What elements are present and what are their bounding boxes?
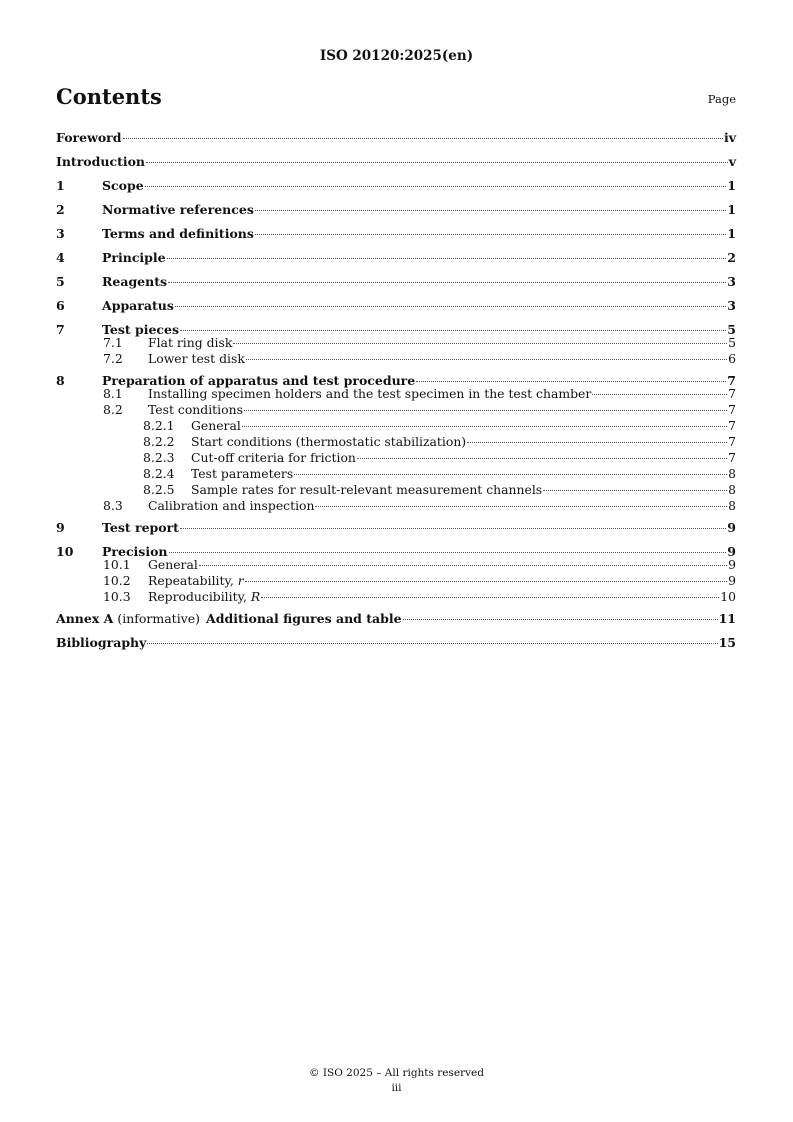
toc-entry-number: 6 — [56, 298, 65, 313]
toc-entry-title-text: Reproducibility, — [148, 589, 251, 604]
dot-leader — [233, 343, 727, 344]
dot-leader — [357, 458, 727, 459]
toc-entry-number: 10 — [56, 544, 74, 559]
dot-leader — [592, 394, 727, 395]
toc-entry-number: 7 — [56, 322, 65, 337]
toc-entry-title: Test pieces — [102, 322, 180, 337]
toc-entry-annex-a[interactable] — [56, 609, 736, 633]
toc-entry-number: 8 — [56, 373, 65, 388]
dot-leader — [168, 282, 726, 283]
toc-entry-title: Reagents — [102, 274, 168, 289]
dot-leader — [123, 138, 723, 139]
dot-leader — [145, 186, 727, 187]
toc-entry-number: 5 — [56, 274, 65, 289]
dot-leader — [146, 162, 728, 163]
toc-entry-10-2[interactable] — [56, 573, 736, 589]
toc-entry-8-2-5[interactable] — [56, 482, 736, 498]
toc-entry-title: Test conditions — [148, 402, 243, 417]
toc-entry-page: 8 — [728, 498, 736, 513]
toc-entry-number: 10.1 — [103, 557, 131, 572]
annex-label: Annex A — [56, 611, 114, 626]
toc-entry-number: 8.2.2 — [143, 434, 175, 449]
dot-leader — [255, 234, 726, 235]
toc-entry-page: iv — [723, 130, 736, 145]
dot-leader — [180, 330, 726, 331]
page-column-label: Page — [707, 92, 736, 106]
toc-entry-title: Start conditions (thermostatic stabilization) — [191, 434, 467, 449]
dot-leader — [180, 528, 726, 529]
toc-entry-4[interactable] — [56, 248, 736, 272]
toc-entry-title — [148, 589, 260, 605]
toc-entry-1[interactable] — [56, 176, 736, 200]
annex-type: (informative) — [113, 611, 201, 626]
toc-entry-10-3[interactable] — [56, 589, 736, 605]
copyright-notice: © ISO 2025 – All rights reserved — [309, 1067, 484, 1079]
toc-entry-title: General — [191, 418, 241, 433]
table-of-contents — [56, 128, 736, 657]
toc-entry-page: 7 — [728, 450, 736, 465]
toc-entry-8-2-2[interactable] — [56, 434, 736, 450]
dot-leader — [245, 581, 727, 582]
toc-entry-page: 5 — [728, 335, 736, 350]
toc-entry-title: Apparatus — [102, 298, 174, 313]
toc-entry-page: 7 — [727, 373, 736, 388]
toc-entry-page: 9 — [728, 573, 736, 588]
toc-entry-page: 1 — [727, 178, 736, 193]
toc-entry-number: 1 — [56, 178, 65, 193]
dot-leader — [175, 306, 726, 307]
toc-entry-page: 3 — [727, 298, 736, 313]
toc-entry-title — [148, 573, 244, 589]
toc-entry-2[interactable] — [56, 200, 736, 224]
document-header: ISO 20120:2025(en) — [319, 48, 474, 64]
toc-entry-title: Preparation of apparatus and test procedure — [102, 373, 416, 388]
toc-entry-title: Cut-off criteria for friction — [191, 450, 356, 465]
toc-entry-8-1[interactable] — [56, 386, 736, 402]
symbol-r: r — [237, 573, 244, 588]
toc-entry-9[interactable] — [56, 518, 736, 542]
toc-entry-number: 7.1 — [103, 335, 123, 350]
toc-entry-page: 3 — [727, 274, 736, 289]
dot-leader — [261, 597, 719, 598]
toc-entry-page: 7 — [728, 418, 736, 433]
dot-leader — [315, 506, 727, 507]
toc-entry-8-2-1[interactable] — [56, 418, 736, 434]
dot-leader — [416, 381, 726, 382]
page-footer — [0, 1066, 793, 1096]
toc-entry-title: Bibliography — [56, 635, 147, 650]
page-number: iii — [391, 1082, 402, 1094]
toc-entry-6[interactable] — [56, 296, 736, 320]
toc-entry-title: Precision — [102, 544, 168, 559]
dot-leader — [147, 643, 717, 644]
toc-entry-title: Normative references — [102, 202, 254, 217]
dot-leader — [403, 619, 718, 620]
toc-entry-page: 15 — [718, 635, 736, 650]
toc-entry-page: 1 — [727, 226, 736, 241]
toc-entry-page: 9 — [727, 520, 736, 535]
toc-entry-title: Principle — [102, 250, 166, 265]
dot-leader — [294, 474, 727, 475]
toc-entry-foreword[interactable] — [56, 128, 736, 152]
toc-entry-page: v — [728, 154, 736, 169]
dot-leader — [467, 442, 727, 443]
toc-entry-title: Test parameters — [191, 466, 294, 481]
dot-leader — [246, 359, 727, 360]
toc-entry-page: 2 — [727, 250, 736, 265]
toc-entry-number: 8.2.4 — [143, 466, 175, 481]
toc-entry-number: 9 — [56, 520, 65, 535]
toc-entry-8-2-3[interactable] — [56, 450, 736, 466]
toc-entry-page: 7 — [728, 434, 736, 449]
toc-entry-title: General — [148, 557, 198, 572]
dot-leader — [543, 490, 727, 491]
toc-entry-number: 8.3 — [103, 498, 123, 513]
toc-entry-title: Foreword — [56, 130, 122, 145]
toc-entry-page: 9 — [727, 544, 736, 559]
toc-entry-7-2[interactable] — [56, 351, 736, 367]
toc-entry-title: Calibration and inspection — [148, 498, 315, 513]
toc-entry-title: Flat ring disk — [148, 335, 233, 350]
contents-title: Contents — [56, 84, 162, 109]
toc-entry-title: Lower test disk — [148, 351, 245, 366]
toc-entry-title: Installing specimen holders and the test specimen in the test chamber — [148, 386, 592, 401]
toc-entry-page: 5 — [727, 322, 736, 337]
toc-entry-introduction[interactable] — [56, 152, 736, 176]
dot-leader — [167, 258, 727, 259]
dot-leader — [169, 552, 727, 553]
toc-entry-number: 8.2.1 — [143, 418, 175, 433]
toc-entry-8-2[interactable] — [56, 402, 736, 418]
toc-entry-number: 7.2 — [103, 351, 123, 366]
toc-entry-number: 8.2.3 — [143, 450, 175, 465]
toc-entry-number: 2 — [56, 202, 65, 217]
toc-entry-title-text: Repeatability, — [148, 573, 238, 588]
toc-entry-title: Scope — [102, 178, 144, 193]
toc-entry-number: 8.2 — [103, 402, 123, 417]
toc-entry-title: Sample rates for result-relevant measurement channels — [191, 482, 543, 497]
toc-entry-page: 6 — [728, 351, 736, 366]
toc-entry-page: 7 — [728, 386, 736, 401]
dot-leader — [255, 210, 726, 211]
toc-entry-bibliography[interactable] — [56, 633, 736, 657]
toc-entry-number: 3 — [56, 226, 65, 241]
toc-entry-title: Test report — [102, 520, 179, 535]
toc-entry-number: 4 — [56, 250, 65, 265]
toc-entry-page: 7 — [728, 402, 736, 417]
symbol-R: R — [250, 589, 261, 604]
toc-entry-3[interactable] — [56, 224, 736, 248]
toc-entry-page: 11 — [718, 611, 736, 626]
toc-entry-page: 10 — [720, 589, 736, 604]
toc-entry-10-1[interactable] — [56, 557, 736, 573]
toc-entry-8-2-4[interactable] — [56, 466, 736, 482]
toc-entry-number: 10.2 — [103, 573, 131, 588]
toc-entry-title — [56, 609, 402, 629]
toc-entry-number: 10.3 — [103, 589, 131, 604]
dot-leader — [242, 426, 727, 427]
toc-entry-title: Introduction — [56, 154, 146, 169]
toc-entry-8-3[interactable] — [56, 498, 736, 514]
toc-entry-number: 8.1 — [103, 386, 123, 401]
toc-entry-number: 8.2.5 — [143, 482, 175, 497]
toc-entry-page: 9 — [728, 557, 736, 572]
toc-entry-page: 8 — [728, 482, 736, 497]
dot-leader — [199, 565, 727, 566]
toc-entry-page: 1 — [727, 202, 736, 217]
toc-entry-5[interactable] — [56, 272, 736, 296]
dot-leader — [244, 410, 727, 411]
toc-entry-title: Terms and definitions — [102, 226, 254, 241]
toc-entry-7-1[interactable] — [56, 335, 736, 351]
annex-title: Additional figures and table — [206, 611, 402, 626]
toc-entry-page: 8 — [728, 466, 736, 481]
